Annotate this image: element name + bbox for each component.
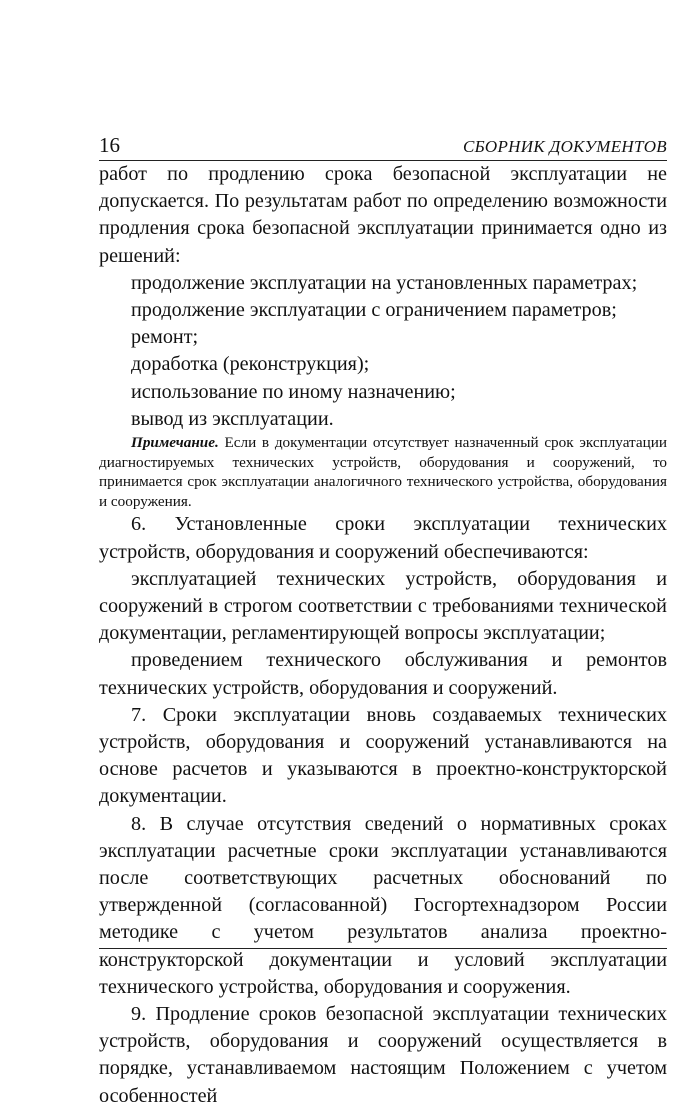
running-title: СБОРНИК ДОКУМЕНТОВ — [462, 137, 667, 156]
page-number: 16 — [99, 133, 120, 157]
item-7: 7. Сроки эксплуатации вновь создаваемых технических устройств, оборудования и сооружений устанавливаются на основе расчетов и указываются в проектно-конструкторской документации. — [99, 703, 667, 808]
decision-item: использование по иному назначению; — [131, 380, 456, 403]
item-6-operation: эксплуатацией технических устройств, оборудования и сооружений в строгом соответствии с требованиями технической документации, регламентирующей вопросы эксплуатации; — [99, 567, 667, 645]
item-8: 8. В случае отсутствия сведений о нормативных сроках эксплуатации расчетные сроки эксплуатации устанавливаются после соответствующих расчетных обоснований по утвержденной (согласованной) Госгортехнадзором России методике с учетом результатов анализа проектно-конструкторской документации и условий эксплуатации технического устройства, оборудования и сооружения. — [99, 812, 667, 998]
item-6-maintenance: проведением технического обслуживания и ремонтов технических устройств, оборудования и сооружений. — [99, 649, 667, 699]
decision-item: ремонт; — [131, 326, 199, 349]
decision-item: вывод из эксплуатации. — [131, 407, 334, 430]
note-text: Если в документации отсутствует назначенный срок эксплуатации диагностируемых технических устройств, оборудования и сооружений, то принимается срок эксплуатации аналогичного технического устройства, оборудования и сооружения. — [99, 434, 667, 510]
decision-list — [99, 270, 667, 433]
note-paragraph — [99, 433, 667, 511]
footer-rule — [99, 948, 667, 949]
page-body — [99, 161, 667, 1110]
item-6: 6. Установленные сроки эксплуатации технических устройств, оборудования и сооружений обеспечиваются: — [99, 513, 667, 563]
decision-item: продолжение эксплуатации на установленных параметрах; — [131, 271, 638, 294]
item-9: 9. Продление сроков безопасной эксплуатации технических устройств, оборудования и сооружений осуществляется в порядке, устанавливаемом настоящим Положением с учетом особенностей — [99, 1003, 667, 1107]
paragraph-continuation: работ по продлению срока безопасной эксплуатации не допускается. По результатам работ по определению возможности продления срока безопасной эксплуатации принимается одно из решений: — [99, 163, 667, 267]
page-header — [99, 130, 667, 161]
decision-item: доработка (реконструкция); — [131, 353, 370, 376]
decision-item: продолжение эксплуатации с ограничением параметров; — [131, 299, 617, 322]
note-label: Примечание. — [131, 434, 219, 452]
